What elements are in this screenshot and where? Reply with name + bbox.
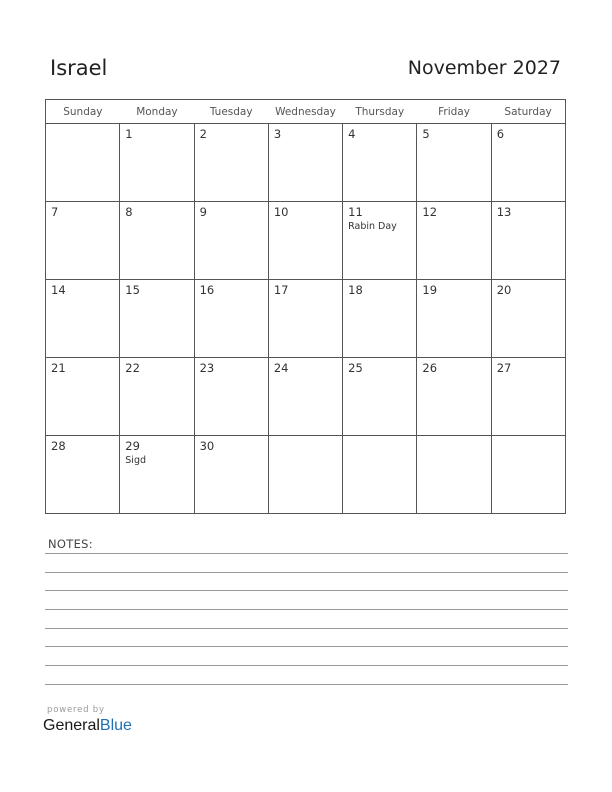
- day-cell: [194, 436, 268, 514]
- generalblue-logo: [43, 717, 132, 735]
- holiday-label: Sigd: [125, 455, 147, 466]
- month-year-title: November 2027: [407, 57, 561, 79]
- day-number: 3: [273, 127, 282, 141]
- day-cell: [46, 280, 120, 358]
- day-cell: [268, 358, 342, 436]
- day-number: 14: [51, 283, 66, 297]
- day-number: 27: [496, 361, 512, 375]
- day-number: 15: [125, 283, 140, 297]
- day-cell: [491, 124, 565, 202]
- note-line: [45, 572, 568, 573]
- day-number: 30: [199, 439, 215, 453]
- day-cell: [343, 436, 417, 514]
- week-row: [46, 202, 566, 280]
- day-cell: [194, 358, 268, 436]
- day-number: 23: [199, 361, 215, 375]
- day-number: 6: [496, 127, 505, 141]
- day-number: 8: [125, 205, 133, 219]
- day-cell: [343, 358, 417, 436]
- note-line: [45, 628, 568, 629]
- day-cell: [194, 202, 268, 280]
- day-cell: [194, 124, 268, 202]
- day-cell: [268, 280, 342, 358]
- country-title: Israel: [50, 56, 108, 80]
- day-number: 13: [496, 205, 512, 219]
- day-number: 10: [273, 205, 289, 219]
- weekday-header: Thursday: [343, 100, 417, 124]
- day-number: 24: [273, 361, 289, 375]
- note-line: [45, 609, 568, 610]
- day-number: 16: [199, 283, 215, 297]
- day-number: 28: [51, 439, 66, 453]
- day-cell: [120, 280, 194, 358]
- day-cell: [417, 280, 491, 358]
- day-cell: [46, 124, 120, 202]
- weekday-header: Friday: [417, 100, 491, 124]
- day-number: 11: [348, 205, 363, 219]
- weekday-header: Wednesday: [268, 100, 342, 124]
- day-number: 21: [51, 361, 66, 375]
- day-cell: [343, 280, 417, 358]
- day-cell: [491, 436, 565, 514]
- day-cell: [46, 436, 120, 514]
- week-row: [46, 124, 566, 202]
- powered-by-text: powered by: [47, 705, 105, 715]
- day-number: 9: [199, 205, 207, 219]
- day-cell: [120, 358, 194, 436]
- day-number: 20: [496, 283, 512, 297]
- day-number: 25: [348, 361, 363, 375]
- day-number: 12: [422, 205, 438, 219]
- day-number: 4: [348, 127, 356, 141]
- day-cell: [194, 280, 268, 358]
- day-cell: [417, 436, 491, 514]
- day-cell: [120, 436, 194, 514]
- day-number: 26: [422, 361, 438, 375]
- day-cell: [343, 202, 417, 280]
- day-cell: [417, 124, 491, 202]
- day-cell: [343, 124, 417, 202]
- weekday-header: Sunday: [46, 100, 120, 124]
- weekday-header: Tuesday: [194, 100, 268, 124]
- day-cell: [46, 202, 120, 280]
- day-number: 17: [273, 283, 289, 297]
- day-cell: [120, 124, 194, 202]
- week-row: [46, 358, 566, 436]
- day-cell: [46, 358, 120, 436]
- note-line: [45, 590, 568, 591]
- logo-blue-text: Blue: [99, 717, 132, 734]
- week-row: [46, 436, 566, 514]
- day-number: 19: [422, 283, 438, 297]
- day-cell: [491, 202, 565, 280]
- day-cell: [268, 202, 342, 280]
- week-row: [46, 280, 566, 358]
- day-number: 22: [125, 361, 140, 375]
- note-line: [45, 684, 568, 685]
- day-cell: [417, 202, 491, 280]
- calendar-grid: [45, 99, 566, 514]
- logo-general-text: General: [43, 717, 100, 734]
- weekday-header: Monday: [120, 100, 194, 124]
- note-line: [45, 553, 568, 554]
- day-cell: [268, 436, 342, 514]
- day-cell: [491, 280, 565, 358]
- notes-label: NOTES:: [48, 537, 93, 551]
- weekday-header: Saturday: [491, 100, 565, 124]
- weekday-header-row: [46, 100, 566, 124]
- day-number: 18: [348, 283, 363, 297]
- day-cell: [120, 202, 194, 280]
- note-line: [45, 665, 568, 666]
- note-line: [45, 646, 568, 647]
- day-number: 7: [51, 205, 59, 219]
- day-cell: [417, 358, 491, 436]
- day-number: 1: [125, 127, 133, 141]
- day-cell: [491, 358, 565, 436]
- day-cell: [268, 124, 342, 202]
- holiday-label: Rabin Day: [348, 221, 397, 232]
- day-number: 2: [199, 127, 207, 141]
- day-number: 5: [422, 127, 430, 141]
- day-number: 29: [125, 439, 140, 453]
